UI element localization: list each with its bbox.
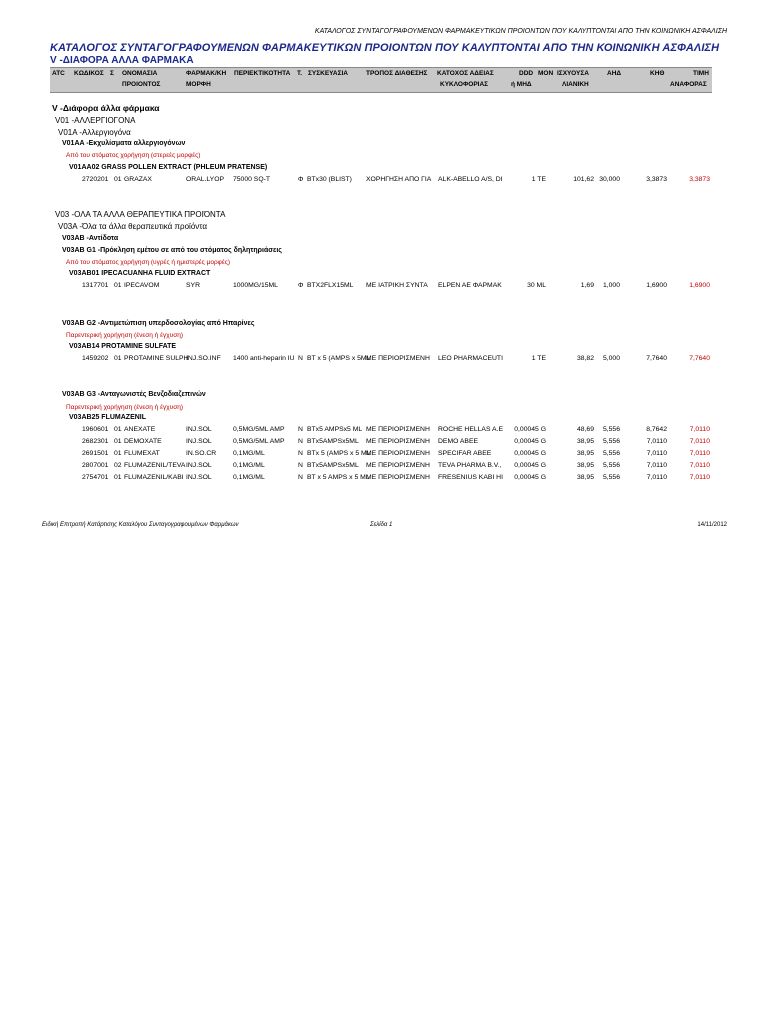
row-ahd: 30,000 xyxy=(599,176,620,183)
group-g1: V03AB G1 -Πρόκληση εμέτου σε από του στόματος δηλητηριάσεις xyxy=(62,247,282,254)
section-v01a: V01A -Αλλεργιογόνα xyxy=(58,128,131,137)
row-strength: 0,1MG/ML xyxy=(233,462,265,469)
row-name: GRAZAX xyxy=(124,176,152,183)
route-note: Παρεντερική χορήγηση (ένεση ή έγχυση) xyxy=(66,332,184,339)
row-form: SYR xyxy=(186,282,200,289)
row-retail: 101,62 xyxy=(573,176,594,183)
row-ddd: 1 ΤΕ xyxy=(531,355,546,362)
row-ref: 7,0110 xyxy=(689,438,710,445)
row-ddd: 0,00045 G xyxy=(514,426,546,433)
row-ahd: 5,556 xyxy=(602,474,620,481)
col-s: Σ xyxy=(110,70,114,77)
table-row xyxy=(0,426,768,436)
row-kho: 7,0110 xyxy=(646,474,667,481)
row-code: 1459202 xyxy=(82,355,109,362)
table-row xyxy=(0,355,768,365)
col-ref-2: ΑΝΑΦΟΡΑΣ xyxy=(670,81,707,88)
row-form: INJ.SOL xyxy=(186,426,212,433)
row-mode: ΜΕ ΠΕΡΙΟΡΙΣΜΕΝΗ xyxy=(366,438,430,445)
col-kho: ΚΗΘ xyxy=(650,70,665,77)
col-pack: ΣΥΣΚΕΥΑΣΙΑ xyxy=(308,70,349,77)
row-name: PROTAMINE SULPH xyxy=(124,355,189,362)
row-ref: 7,7640 xyxy=(689,355,710,362)
row-holder: SPECIFAR ABEE xyxy=(438,450,492,457)
row-t: N xyxy=(298,426,303,433)
row-ref: 7,0110 xyxy=(689,462,710,469)
row-mode: ΜΕ ΠΕΡΙΟΡΙΣΜΕΝΗ xyxy=(366,355,430,362)
row-mode: ΧΟΡΗΓΗΣΗ ΑΠΟ ΓΙΑ xyxy=(366,176,432,183)
row-ref: 7,0110 xyxy=(689,474,710,481)
row-code: 2682301 xyxy=(82,438,109,445)
row-strength: 0,1MG/ML xyxy=(233,450,265,457)
row-retail: 48,69 xyxy=(576,426,594,433)
row-pack: BTx5AMPSx5ML xyxy=(307,462,359,469)
route-note: Από του στόματος χορήγηση (στερεές μορφές) xyxy=(66,152,201,159)
substance-v03ab25: V03AB25 FLUMAZENIL xyxy=(69,414,147,421)
row-pack: BT x 5 (AMPS x 5ML xyxy=(307,355,371,362)
section-v01aa: V01AA -Εκχυλίσματα αλλεργιογόνων xyxy=(62,140,186,147)
col-retail: ΙΣΧΥΟΥΣΑ xyxy=(557,70,589,77)
row-mode: ΜΕ ΠΕΡΙΟΡΙΣΜΕΝΗ xyxy=(366,462,430,469)
row-form: INJ.SOL xyxy=(186,474,212,481)
row-retail: 38,82 xyxy=(576,355,594,362)
row-code: 2754701 xyxy=(82,474,109,481)
col-mode: ΤΡΟΠΟΣ ΔΙΑΘΕΣΗΣ xyxy=(366,70,428,77)
row-ddd: 0,00045 G xyxy=(514,438,546,445)
row-kho: 7,0110 xyxy=(646,462,667,469)
table-row xyxy=(0,438,768,448)
row-holder: LEO PHARMACEUTI xyxy=(438,355,503,362)
page-title: ΚΑΤΑΛΟΓΟΣ ΣΥΝΤΑΓΟΓΡΑΦΟΥΜΕΝΩΝ ΦΑΡΜΑΚΕΥΤΙΚΩΝ ΠΡΟΙΟΝΤΩΝ ΠΟΥ ΚΑΛΥΠΤΟΝΤΑΙ ΑΠΟ ΤΗΝ ΚΟΙΝΩΝΙΚΗ ΑΣΦΑΛΙΣΗ xyxy=(50,42,720,54)
row-strength: 1400 anti-heparin IU xyxy=(233,355,295,362)
row-code: 2691501 xyxy=(82,450,109,457)
row-pack: BTx5AMPSx5ML xyxy=(307,438,359,445)
footer-date: 14/11/2012 xyxy=(697,522,727,528)
running-header: ΚΑΤΑΛΟΓΟΣ ΣΥΝΤΑΓΟΓΡΑΦΟΥΜΕΝΩΝ ΦΑΡΜΑΚΕΥΤΙΚΩΝ ΠΡΟΙΟΝΤΩΝ ΠΟΥ ΚΑΛΥΠΤΟΝΤΑΙ ΑΠΟ ΤΗΝ ΚΟΙΝΩΝΙΚΗ ΑΣΦΑΛΙΣΗ xyxy=(314,28,727,35)
table-row xyxy=(0,176,768,186)
row-retail: 38,95 xyxy=(576,450,594,457)
row-ddd: 0,00045 G xyxy=(514,474,546,481)
row-s: 01 xyxy=(114,426,122,433)
col-ref: ΤΙΜΗ xyxy=(693,70,709,77)
row-t: N xyxy=(298,462,303,469)
section-v03: V03 -ΟΛΑ ΤΑ ΑΛΛΑ ΘΕΡΑΠΕΥΤΙΚΑ ΠΡΟΙΌΝΤΑ xyxy=(55,210,226,219)
row-t: N xyxy=(298,355,303,362)
row-ddd: 0,00045 G xyxy=(514,450,546,457)
table-row xyxy=(0,450,768,460)
col-retail-2: ΛΙΑΝΙΚΗ xyxy=(562,81,589,88)
row-mode: ΜΕ ΠΕΡΙΟΡΙΣΜΕΝΗ xyxy=(366,426,430,433)
row-form: INJ.SOL xyxy=(186,462,212,469)
row-s: 02 xyxy=(114,462,122,469)
row-ahd: 5,556 xyxy=(602,450,620,457)
row-t: N xyxy=(298,438,303,445)
row-t: Φ xyxy=(298,282,304,289)
section-v: V -Διάφορα άλλα φάρμακα xyxy=(52,103,160,113)
row-ref: 7,0110 xyxy=(689,450,710,457)
row-kho: 7,0110 xyxy=(646,450,667,457)
row-form: INJ.SO.INF xyxy=(186,355,221,362)
row-holder: ELPEN AE ΦΑΡΜΑΚ xyxy=(438,282,502,289)
row-ddd: 30 ML xyxy=(527,282,546,289)
row-strength: 1000MG/15ML xyxy=(233,282,278,289)
row-ahd: 5,556 xyxy=(602,438,620,445)
col-holder-2: ΚΥΚΛΟΦΟΡΙΑΣ xyxy=(440,81,489,88)
col-name-2: ΠΡΟΙΟΝΤΟΣ xyxy=(122,81,161,88)
page-subtitle: V -ΔΙΑΦΟΡΑ ΑΛΛΑ ΦΑΡΜΑΚΑ xyxy=(50,55,194,66)
route-note: Παρεντερική χορήγηση (ένεση ή έγχυση) xyxy=(66,404,184,411)
row-s: 01 xyxy=(114,438,122,445)
col-form: ΦΑΡΜΑΚ/ΚΗ xyxy=(186,70,227,77)
row-kho: 8,7642 xyxy=(646,426,667,433)
row-ddd: 0,00045 G xyxy=(514,462,546,469)
col-holder: ΚΑΤΟΧΟΣ ΑΔΕΙΑΣ xyxy=(437,70,494,77)
row-code: 1317701 xyxy=(82,282,109,289)
row-strength: 0,5MG/5ML AMP xyxy=(233,438,285,445)
row-mode: ΜΕ ΠΕΡΙΟΡΙΣΜΕΝΗ xyxy=(366,450,430,457)
row-pack: BT x 5 AMPS x 5 ML xyxy=(307,474,370,481)
row-t: Φ xyxy=(298,176,304,183)
row-code: 2720201 xyxy=(82,176,109,183)
col-ahd: ΑΗΔ xyxy=(607,70,622,77)
row-kho: 7,7640 xyxy=(646,355,667,362)
table-row xyxy=(0,282,768,292)
row-s: 01 xyxy=(114,176,122,183)
row-t: N xyxy=(298,474,303,481)
group-g2: V03AB G2 -Αντιμετώπιση υπερδοσολογίας από Ηπαρίνες xyxy=(62,320,255,327)
row-retail: 1,69 xyxy=(580,282,594,289)
footer-committee: Ειδική Επιτροπή Κατάρτισης Καταλόγου Συνταγογραφουμένων Φαρμάκων xyxy=(42,522,239,528)
row-form: INJ.SOL xyxy=(186,438,212,445)
row-holder: TEVA PHARMA B.V., xyxy=(438,462,502,469)
substance-v01aa02: V01AA02 GRASS POLLEN EXTRACT (PHLEUM PRATENSE) xyxy=(69,164,268,171)
col-strength: ΠΕΡΙΕΚΤΙΚΟΤΗΤΑ xyxy=(234,70,291,77)
table-row xyxy=(0,474,768,484)
row-retail: 38,95 xyxy=(576,462,594,469)
row-retail: 38,95 xyxy=(576,474,594,481)
row-t: N xyxy=(298,450,303,457)
row-pack: BTx5 AMPSx5 ML xyxy=(307,426,363,433)
col-ddd-2: ή ΜΗΔ xyxy=(511,81,532,88)
row-s: 01 xyxy=(114,355,122,362)
row-holder: FRESENIUS KABI HI xyxy=(438,474,503,481)
col-atc: ATC xyxy=(52,70,65,77)
row-ddd: 1 ΤΕ xyxy=(531,176,546,183)
col-ddd: DDD xyxy=(519,70,534,77)
row-pack: BTx 5 (AMPS x 5 ML xyxy=(307,450,371,457)
row-name: DEMOXATE xyxy=(124,438,162,445)
row-mode: ΜΕ ΙΑΤΡΙΚΗ ΣΥΝΤΑ xyxy=(366,282,428,289)
row-holder: ALK-ABELLO A/S, DI xyxy=(438,176,503,183)
row-kho: 1,6900 xyxy=(646,282,667,289)
col-code: ΚΩΔΙΚΟΣ xyxy=(74,70,104,77)
row-s: 01 xyxy=(114,474,122,481)
column-header-bar xyxy=(50,67,712,93)
substance-v03ab01: V03AB01 IPECACUANHA FLUID EXTRACT xyxy=(69,270,211,277)
row-ahd: 1,000 xyxy=(602,282,620,289)
row-name: IPECAVOM xyxy=(124,282,160,289)
row-retail: 38,95 xyxy=(576,438,594,445)
section-v03a: V03A -Όλα τα άλλα θεραπευτικά προϊόντα xyxy=(58,222,207,231)
footer-page-number: Σελίδα 1 xyxy=(370,522,393,528)
section-v03ab: V03AB -Αντίδοτα xyxy=(62,235,119,242)
row-name: ANEXATE xyxy=(124,426,156,433)
row-strength: 0,1MG/ML xyxy=(233,474,265,481)
row-ahd: 5,556 xyxy=(602,462,620,469)
row-ahd: 5,000 xyxy=(602,355,620,362)
row-strength: 75000 SQ-T xyxy=(233,176,271,183)
row-code: 1960601 xyxy=(82,426,109,433)
row-name: FLUMAZENIL/KABI xyxy=(124,474,184,481)
row-name: FLUMAZENIL/TEVA xyxy=(124,462,186,469)
row-ref: 3,3873 xyxy=(689,176,710,183)
row-pack: BTX2FLX15ML xyxy=(307,282,354,289)
row-ahd: 5,556 xyxy=(602,426,620,433)
row-ref: 1,6900 xyxy=(689,282,710,289)
row-code: 2807001 xyxy=(82,462,109,469)
row-kho: 3,3873 xyxy=(646,176,667,183)
table-row xyxy=(0,462,768,472)
col-name: ΟΝΟΜΑΣΙΑ xyxy=(122,70,158,77)
row-mode: ΜΕ ΠΕΡΙΟΡΙΣΜΕΝΗ xyxy=(366,474,430,481)
row-kho: 7,0110 xyxy=(646,438,667,445)
row-holder: ROCHE HELLAS A.E xyxy=(438,426,503,433)
row-pack: BTx30 (BLIST) xyxy=(307,176,352,183)
row-ref: 7,0110 xyxy=(689,426,710,433)
row-s: 01 xyxy=(114,282,122,289)
row-holder: DEMO ABEE xyxy=(438,438,479,445)
row-strength: 0,5MG/5ML AMP xyxy=(233,426,285,433)
col-t: Τ. xyxy=(297,70,303,77)
row-form: IN.SO.CR xyxy=(186,450,217,457)
route-note: Από του στόματος χορήγηση (υγρές ή ημιστερές μορφές) xyxy=(66,259,231,266)
group-g3: V03AB G3 -Ανταγωνιστές Βενζοδιαζεπινών xyxy=(62,391,206,398)
row-form: ORAL.LYOP xyxy=(186,176,225,183)
col-form-2: ΜΟΡΦΗ xyxy=(186,81,211,88)
row-name: FLUMEXAT xyxy=(124,450,160,457)
substance-v03ab14: V03AB14 PROTAMINE SULFATE xyxy=(69,343,177,350)
row-s: 01 xyxy=(114,450,122,457)
section-v01: V01 -ΑΛΛΕΡΓΙΟΓΟΝΑ xyxy=(55,116,136,125)
col-unit: ΜΟΝ xyxy=(538,70,554,77)
